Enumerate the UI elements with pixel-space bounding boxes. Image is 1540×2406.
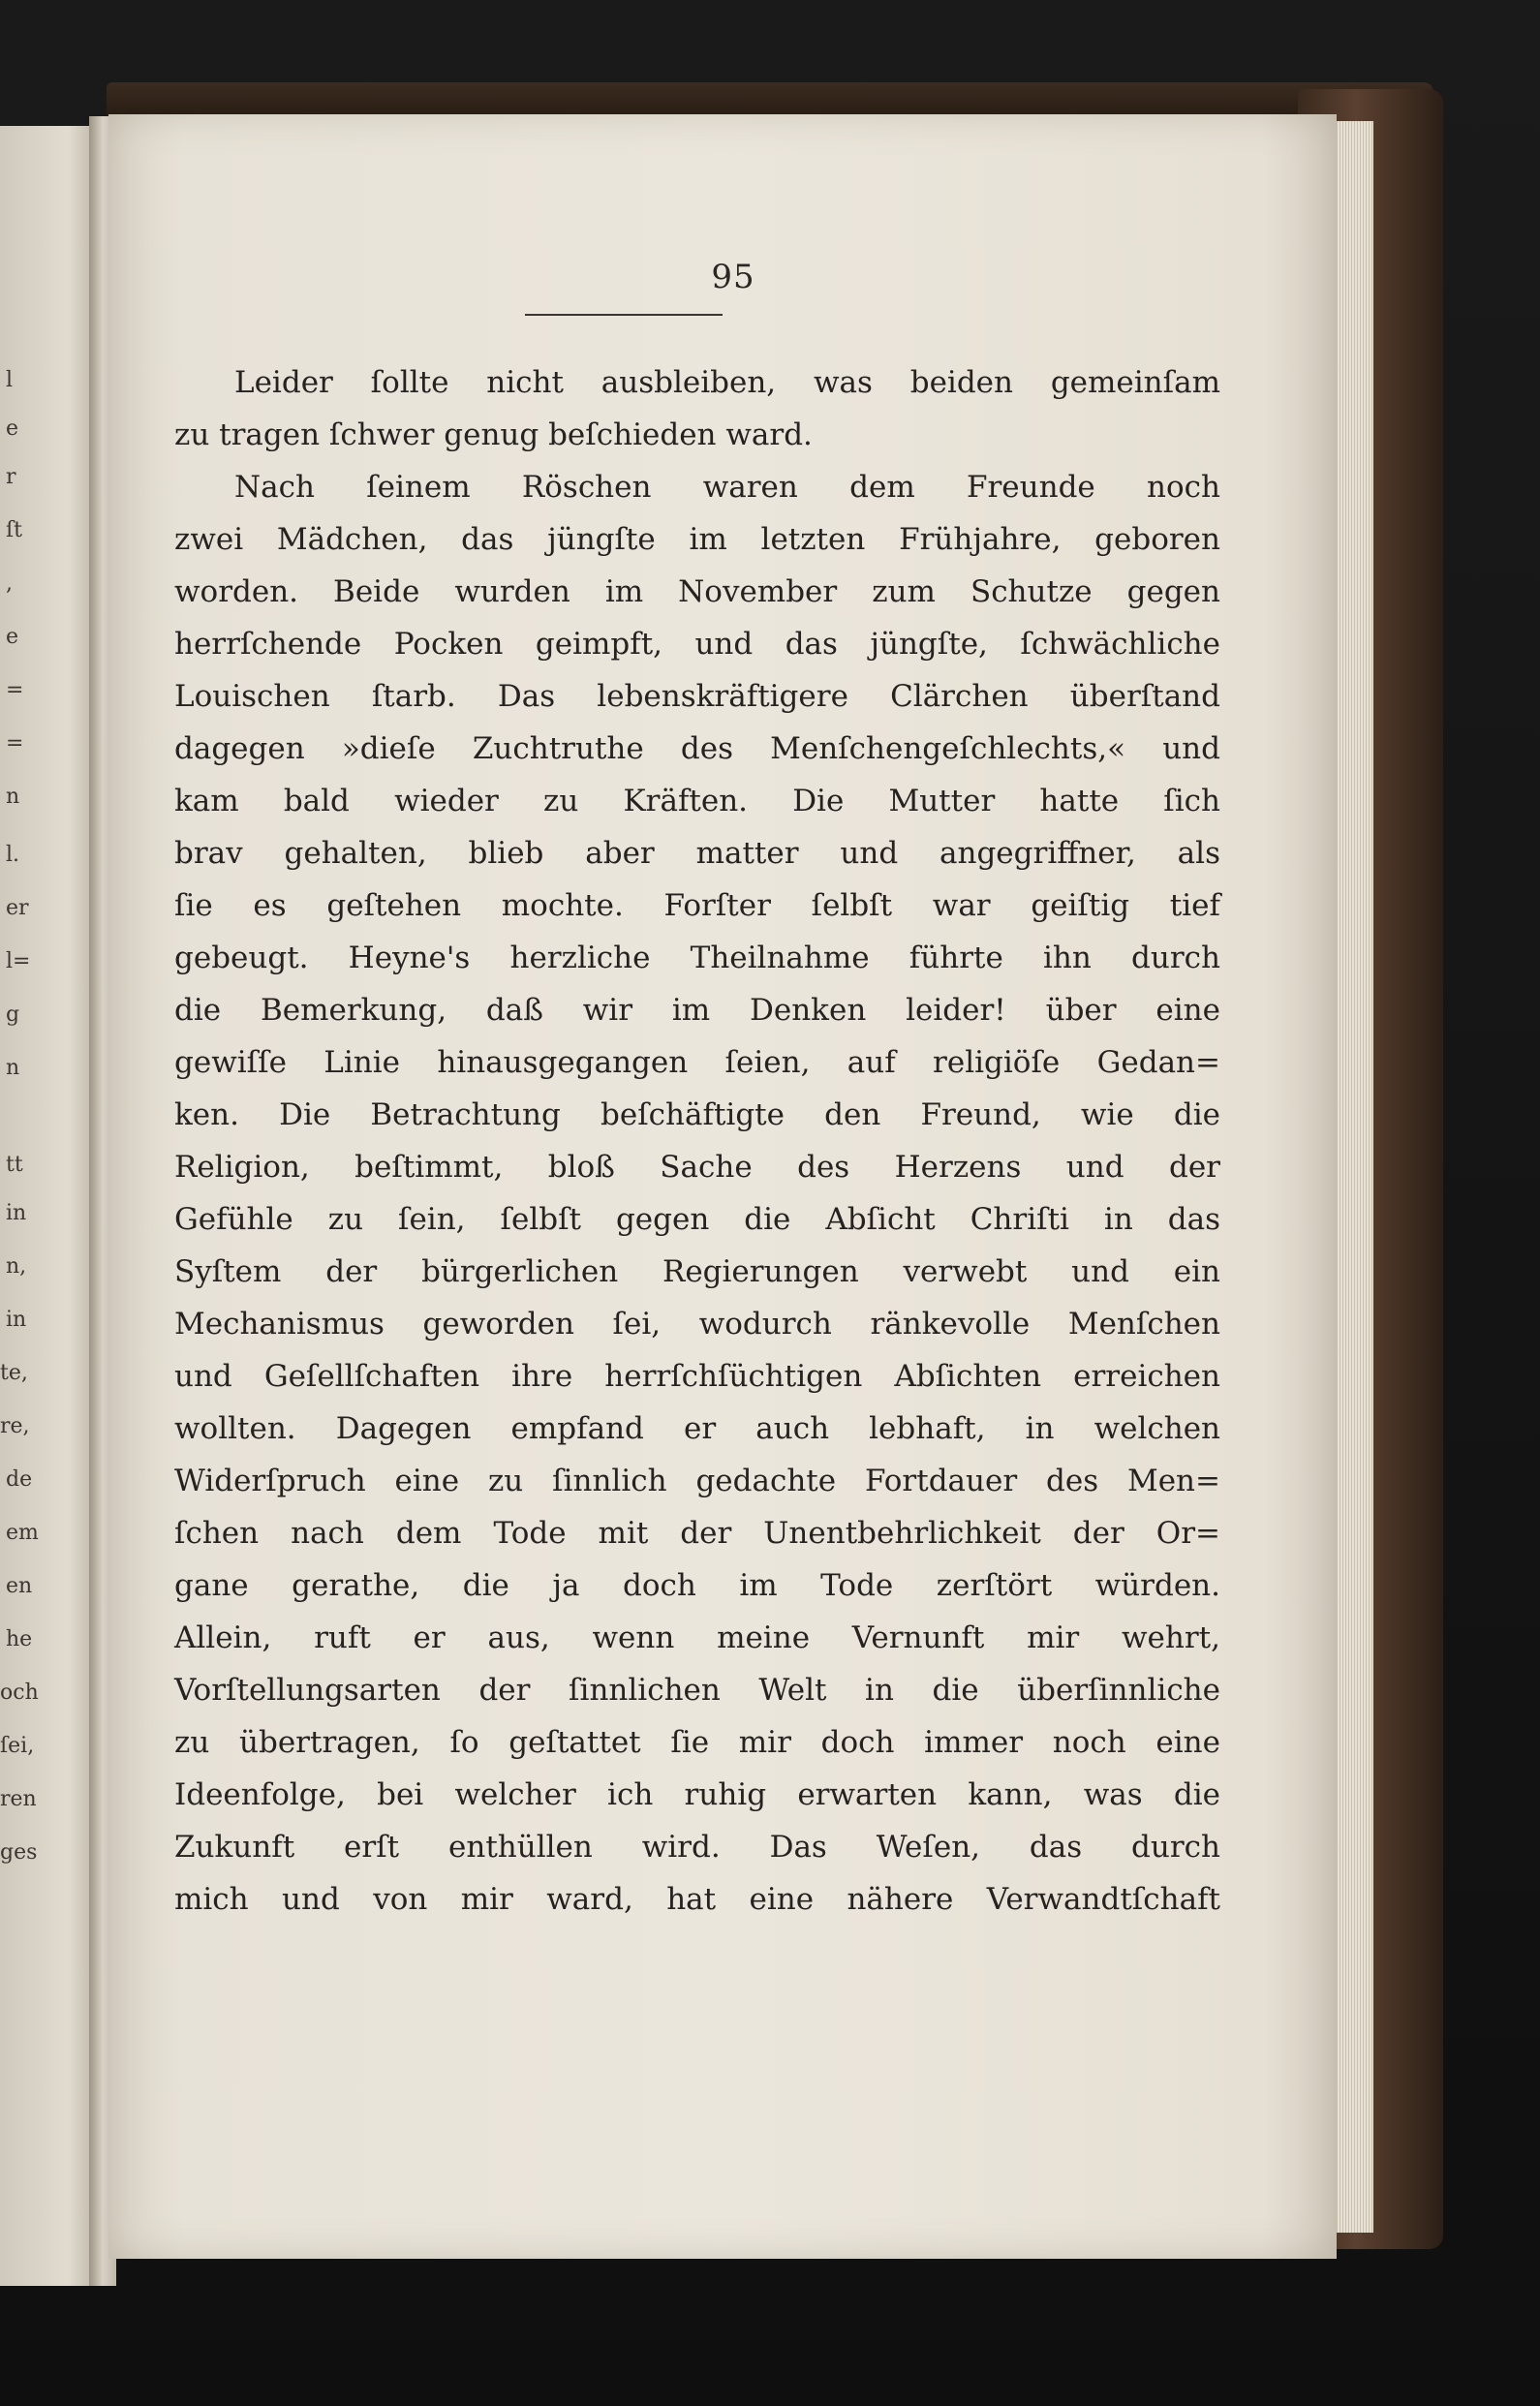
text-line: wollten. Dagegen empfand er auch lebhaft, in welchen <box>174 1411 1220 1446</box>
left-page-fragment: ren <box>0 1787 37 1811</box>
left-page-fragment: l= <box>6 949 31 973</box>
text-line: Leider ſollte nicht ausbleiben, was beiden gemeinſam <box>234 365 1220 400</box>
left-page-fragment: och <box>0 1681 39 1705</box>
left-page-fragment: l. <box>6 843 20 867</box>
text-line: Ideenfolge, bei welcher ich ruhig erwarten kann, was die <box>174 1777 1220 1812</box>
text-line: zu tragen ſchwer genug beſchieden ward. <box>174 417 813 452</box>
left-page-fragment: tt <box>6 1153 23 1177</box>
text-line: brav gehalten, blieb aber matter und angegriffner, als <box>174 836 1220 871</box>
left-page-fragment: ſei, <box>0 1734 35 1758</box>
left-page-fragment: = <box>6 678 24 702</box>
text-line: Gefühle zu ſein, ſelbſt gegen die Abſicht Chriſti in das <box>174 1202 1220 1237</box>
left-page-fragment: , <box>6 571 13 596</box>
text-line: dagegen »dieſe Zuchtruthe des Menſchengeſchlechts,« und <box>174 731 1220 766</box>
text-line: ſie es geſtehen mochte. Forſter ſelbſt war geiſtig tief <box>174 888 1220 923</box>
left-page-fragment: em <box>6 1521 39 1545</box>
text-line: ſchen nach dem Tode mit der Unentbehrlichkeit der Or= <box>174 1516 1220 1551</box>
left-page-fragment: en <box>6 1574 33 1598</box>
text-line: Allein, ruft er aus, wenn meine Vernunft mir wehrt, <box>174 1620 1220 1655</box>
left-page-fragment: ges <box>0 1840 38 1865</box>
left-page-fragment: e <box>6 416 19 441</box>
left-page-fragment: de <box>6 1467 33 1492</box>
left-page-fragment: l <box>6 368 14 392</box>
left-page-fragment: n <box>6 785 20 809</box>
text-line: Mechanismus geworden ſei, wodurch ränkevolle Menſchen <box>174 1307 1220 1342</box>
left-page-fragment: he <box>6 1627 33 1651</box>
text-line: Zukunft erſt enthüllen wird. Das Weſen, das durch <box>174 1830 1220 1865</box>
text-line: die Bemerkung, daß wir im Denken leider! über eine <box>174 993 1220 1028</box>
book-page <box>108 114 1337 2259</box>
left-page-fragment: re, <box>0 1414 30 1438</box>
text-line: Vorſtellungsarten der ſinnlichen Welt in die überſinnliche <box>174 1673 1220 1708</box>
text-line: herrſchende Pocken geimpft, und das jüngſte, ſchwächliche <box>174 627 1220 662</box>
text-line: ken. Die Betrachtung beſchäftigte den Freund, wie die <box>174 1097 1220 1132</box>
left-page-fragment: in <box>6 1201 27 1225</box>
left-page-fragment: n, <box>6 1254 27 1279</box>
text-line: kam bald wieder zu Kräften. Die Mutter hatte ſich <box>174 784 1220 818</box>
left-page-fragment: r <box>6 465 16 489</box>
text-line: und Geſellſchaften ihre herrſchſüchtigen Abſichten erreichen <box>174 1359 1220 1394</box>
left-page-fragment: = <box>6 731 24 756</box>
text-line: zu übertragen, ſo geſtattet ſie mir doch immer noch eine <box>174 1725 1220 1760</box>
text-line: worden. Beide wurden im November zum Schutze gegen <box>174 574 1220 609</box>
text-line: zwei Mädchen, das jüngſte im letzten Frühjahre, geboren <box>174 522 1220 557</box>
text-line: Syſtem der bürgerlichen Regierungen verwebt und ein <box>174 1254 1220 1289</box>
left-page-fragment: ſt <box>6 518 22 542</box>
page-number: 95 <box>711 258 755 296</box>
page-edges <box>1335 121 1373 2233</box>
left-page <box>0 126 97 2286</box>
text-line: Nach ſeinem Röschen waren dem Freunde noch <box>234 470 1220 505</box>
left-page-fragment: in <box>6 1308 27 1332</box>
left-page-fragment: n <box>6 1056 20 1080</box>
left-page-fragment: te, <box>0 1361 28 1385</box>
body-text <box>174 356 1220 1926</box>
text-line: gane gerathe, die ja doch im Tode zerſtört würden. <box>174 1568 1220 1603</box>
text-line: mich und von mir ward, hat eine nähere Verwandtſchaft <box>174 1882 1220 1917</box>
left-page-fragment: er <box>6 896 29 920</box>
left-page-fragment: g <box>6 1002 20 1027</box>
left-page-fragment: e <box>6 625 19 649</box>
text-line: Widerſpruch eine zu ſinnlich gedachte Fortdauer des Men= <box>174 1464 1220 1498</box>
text-line: Religion, beſtimmt, bloß Sache des Herzens und der <box>174 1150 1220 1185</box>
header-rule <box>525 314 723 316</box>
text-line: gebeugt. Heyne's herzliche Theilnahme führte ihn durch <box>174 941 1220 975</box>
text-line: Louischen ſtarb. Das lebenskräftigere Clärchen überſtand <box>174 679 1220 714</box>
text-line: gewiſſe Linie hinausgegangen ſeien, auf religiöſe Gedan= <box>174 1045 1220 1080</box>
